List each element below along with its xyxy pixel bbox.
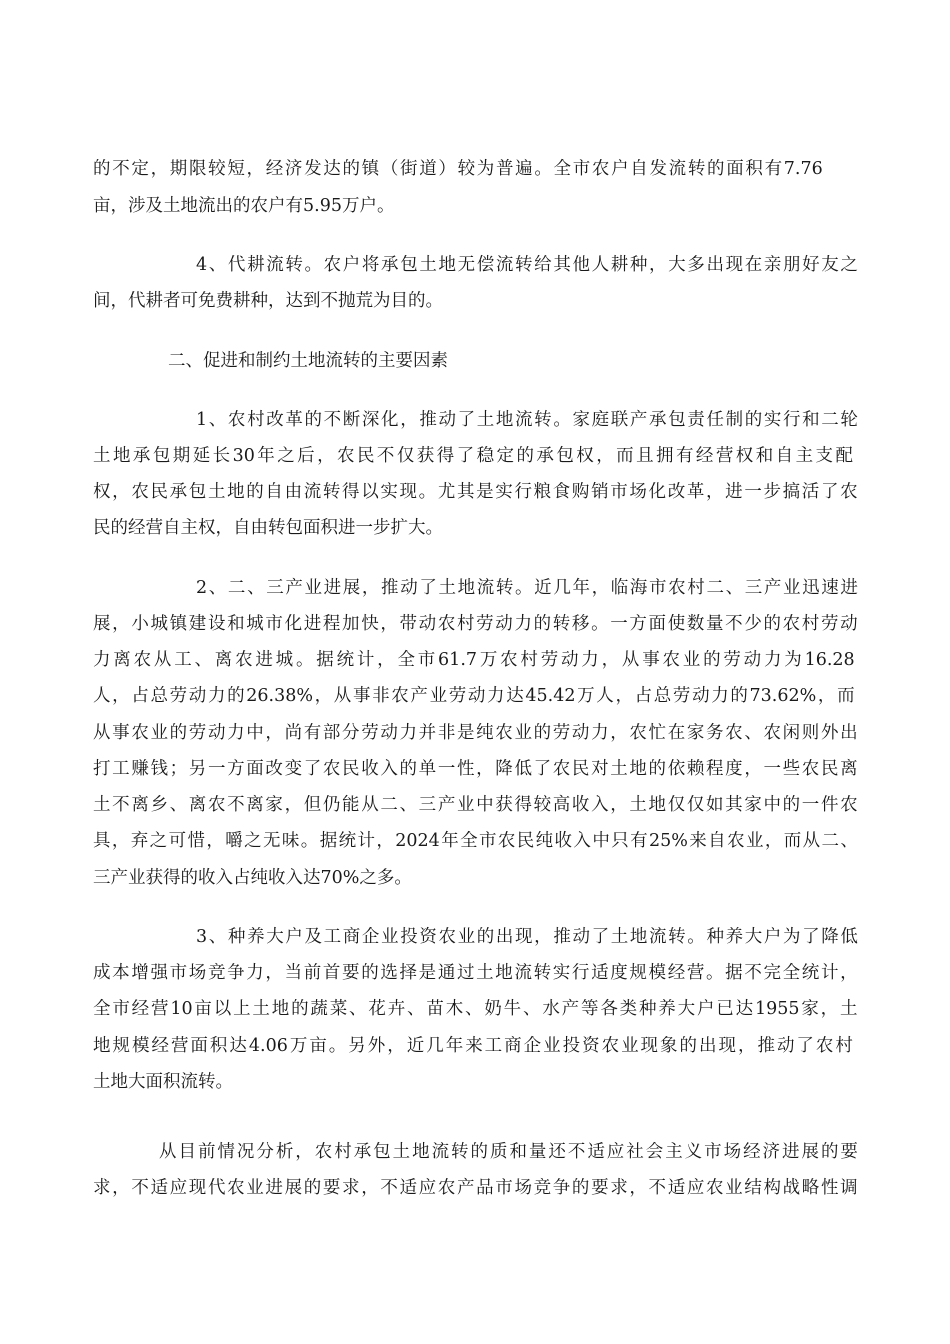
- text-line-9: 民的经营自主权，自由转包面积进一步扩大。: [93, 518, 443, 538]
- text-line-2: 亩，涉及土地流出的农户有5.95万户。: [93, 196, 395, 216]
- text-line-11: 展 ， 小 城 镇 建 设 和 城 市 化 进 程 加 快 ， 带 动 农 村 劳 动 力 的 转 移 。 一 方 面 使 数 量 不 少 的 农 村 劳 动: [93, 614, 858, 634]
- text-line-13: 人 ， 占 总 劳 动 力 的 26.38% ， 从 事 非 农 产 业 劳 动 力 达 45.42 万 人 ， 占 总 劳 动 力 的 73.62% ， 而: [93, 686, 855, 706]
- text-line-1: 的 不 定 ， 期 限 较 短 ， 经 济 发 达 的 镇 （ 街 道 ） 较 为 普 遍 。 全 市 农 户 自 发 流 转 的 面 积 有 7.76: [93, 159, 823, 179]
- text-line-22: 地 规 模 经 营 面 积 达 4.06 万 亩 。 另 外 ， 近 几 年 来 工 商 企 业 投 资 农 业 现 象 的 出 现 ， 推 动 了 农 村: [93, 1036, 853, 1056]
- text-line-21: 全 市 经 营 10 亩 以 上 土 地 的 蔬 菜 、 花 卉 、 苗 木 、 奶 牛 、 水 产 等 各 类 种 养 大 户 已 达 1955 家 ， 土: [93, 999, 858, 1019]
- text-line-25: 求 ， 不 适 应 现 代 农 业 进 展 的 要 求 ， 不 适 应 农 产 品 市 场 竞 争 的 要 求 ， 不 适 应 农 业 结 构 战 略 性 调: [93, 1178, 858, 1198]
- text-line-6: 1 、 农 村 改 革 的 不 断 深 化 ， 推 动 了 土 地 流 转 。 家 庭 联 产 承 包 责 任 制 的 实 行 和 二 轮: [196, 410, 858, 430]
- text-line-3: 4 、 代 耕 流 转 。 农 户 将 承 包 土 地 无 偿 流 转 给 其 他 人 耕 种 ， 大 多 出 现 在 亲 朋 好 友 之: [196, 255, 858, 275]
- text-line-12: 力 离 农 从 工 、 离 农 进 城 。 据 统 计 ， 全 市 61.7 万 农 村 劳 动 力 ， 从 事 农 业 的 劳 动 力 为 16.28: [93, 650, 855, 670]
- text-line-19: 3 、 种 养 大 户 及 工 商 企 业 投 资 农 业 的 出 现 ， 推 动 了 土 地 流 转 。 种 养 大 户 为 了 降 低: [196, 927, 858, 947]
- text-line-20: 成 本 增 强 市 场 竞 争 力 ， 当 前 首 要 的 选 择 是 通 过 土 地 流 转 实 行 适 度 规 模 经 营 。 据 不 完 全 统 计 ，: [93, 963, 858, 983]
- text-line-23: 土地大面积流转。: [93, 1072, 233, 1092]
- text-line-7: 土 地 承 包 期 延 长 30 年 之 后 ， 农 民 不 仅 获 得 了 稳 定 的 承 包 权 ， 而 且 拥 有 经 营 权 和 自 主 支 配: [93, 446, 853, 466]
- text-line-24: 从 目 前 情 况 分 析 ， 农 村 承 包 土 地 流 转 的 质 和 量 还 不 适 应 社 会 主 义 市 场 经 济 进 展 的 要: [159, 1142, 858, 1162]
- section-heading: 二、促进和制约土地流转的主要因素: [168, 351, 448, 371]
- text-line-18: 三产业获得的收入占纯收入达70%之多。: [93, 868, 412, 888]
- text-line-10: 2 、 二 、 三 产 业 进 展 ， 推 动 了 土 地 流 转 。 近 几 年 ， 临 海 市 农 村 二 、 三 产 业 迅 速 进: [196, 578, 858, 598]
- text-line-16: 土 不 离 乡 、 离 农 不 离 家 ， 但 仍 能 从 二 、 三 产 业 中 获 得 较 高 收 入 ， 土 地 仅 仅 如 其 家 中 的 一 件 农: [93, 795, 858, 815]
- text-line-14: 从 事 农 业 的 劳 动 力 中 ， 尚 有 部 分 劳 动 力 并 非 是 纯 农 业 的 劳 动 力 ， 农 忙 在 家 务 农 、 农 闲 则 外 出: [93, 723, 858, 743]
- text-line-4: 间，代耕者可免费耕种，达到不抛荒为目的。: [93, 291, 443, 311]
- text-line-8: 权 ， 农 民 承 包 土 地 的 自 由 流 转 得 以 实 现 。 尤 其 是 实 行 粮 食 购 销 市 场 化 改 革 ， 进 一 步 搞 活 了 农: [93, 482, 858, 502]
- text-line-17: 具 ， 弃 之 可 惜 ， 嚼 之 无 味 。 据 统 计 ， 2024 年 全 市 农 民 纯 收 入 中 只 有 25% 来 自 农 业 ， 而 从 二 、: [93, 831, 858, 851]
- text-line-15: 打 工 赚 钱 ； 另 一 方 面 改 变 了 农 民 收 入 的 单 一 性 ， 降 低 了 农 民 对 土 地 的 依 赖 程 度 ， 一 些 农 民 离: [93, 759, 858, 779]
